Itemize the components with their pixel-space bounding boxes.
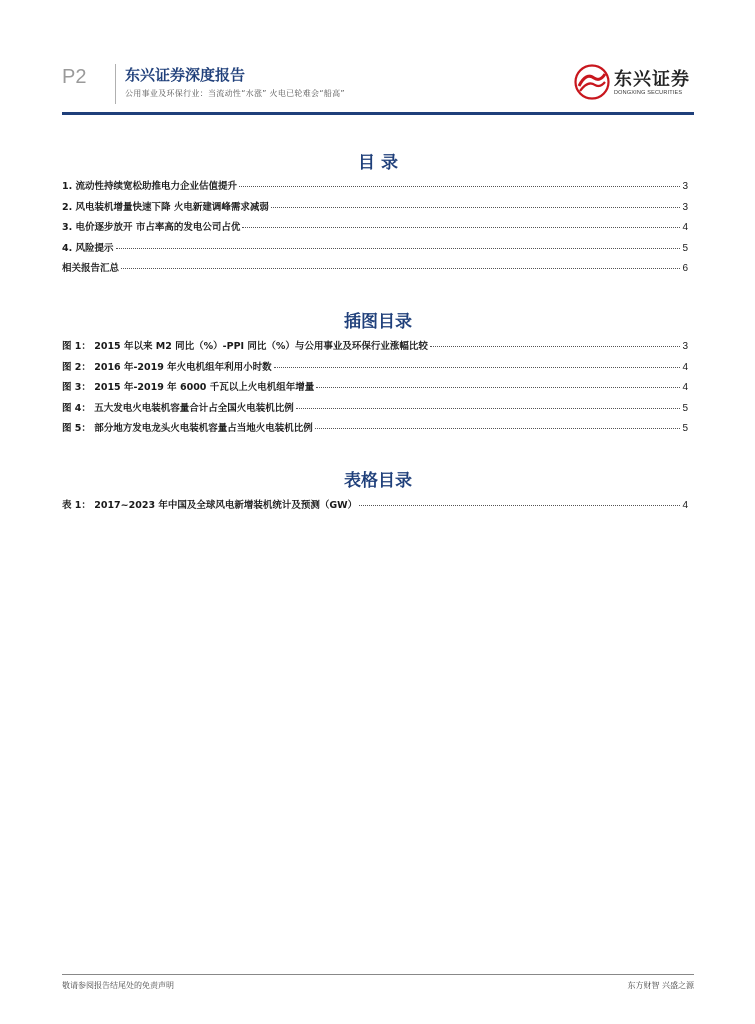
figures-list bbox=[62, 338, 688, 441]
toc-entry-page: 3 bbox=[682, 201, 688, 213]
dot-leader bbox=[274, 367, 681, 368]
toc-entry-label: 2. 风电装机增量快速下降 火电新建调峰需求减弱 bbox=[62, 201, 269, 213]
toc-entry-label: 相关报告汇总 bbox=[62, 263, 120, 274]
toc-entry-page: 3 bbox=[682, 181, 688, 192]
report-title: 东兴证券深度报告 bbox=[125, 66, 246, 84]
dot-leader bbox=[359, 505, 680, 506]
toc-list bbox=[62, 178, 688, 281]
toc-entry-page: 6 bbox=[682, 263, 688, 274]
logo-mark-icon bbox=[574, 64, 610, 100]
figure-entry-label: 图 1： 2015 年以来 M2 同比（%）-PPI 同比（%）与公用事业及环保行业涨幅比较 bbox=[62, 341, 428, 352]
figure-entry-page: 4 bbox=[682, 361, 688, 373]
report-subtitle: 公用事业及环保行业：当流动性“水涨” 火电已轮难会“船高” bbox=[125, 89, 345, 98]
figure-entry[interactable] bbox=[62, 338, 688, 359]
figure-entry-label: 图 5： 部分地方发电龙头火电装机容量占当地火电装机比例 bbox=[62, 423, 313, 434]
table-entry-page: 4 bbox=[682, 500, 688, 511]
header-divider bbox=[115, 64, 116, 104]
toc-entry[interactable] bbox=[62, 178, 688, 199]
toc-entry-label: 3. 电价逐步放开 市占率高的发电公司占优 bbox=[62, 222, 241, 233]
figure-entry-label: 图 3： 2015 年-2019 年 6000 千瓦以上火电机组年增量 bbox=[62, 382, 315, 393]
table-entry-label: 表 1： 2017~2023 年中国及全球风电新增装机统计及预测（GW） bbox=[62, 500, 358, 511]
toc-entry[interactable] bbox=[62, 260, 688, 281]
dot-leader bbox=[296, 408, 681, 409]
tables-list bbox=[62, 497, 688, 518]
header-rule bbox=[62, 112, 694, 115]
toc-title: 目 录 bbox=[358, 153, 398, 173]
toc-entry[interactable] bbox=[62, 219, 688, 240]
footer-rule bbox=[62, 974, 694, 975]
footer-slogan: 东方财智 兴盛之源 bbox=[627, 981, 694, 990]
figures-title: 插图目录 bbox=[344, 312, 412, 332]
toc-entry[interactable] bbox=[62, 240, 688, 261]
tables-title: 表格目录 bbox=[344, 471, 412, 491]
dot-leader bbox=[116, 248, 681, 249]
figure-entry-page: 5 bbox=[682, 402, 688, 414]
dot-leader bbox=[242, 227, 680, 228]
logo-text-en: DONGXING SECURITIES bbox=[614, 90, 683, 96]
toc-entry[interactable] bbox=[62, 199, 688, 220]
figure-entry-label: 图 2： 2016 年-2019 年火电机组年利用小时数 bbox=[62, 361, 272, 373]
toc-entry-page: 5 bbox=[682, 242, 688, 254]
figure-entry-page: 5 bbox=[682, 423, 688, 434]
dot-leader bbox=[271, 207, 681, 208]
toc-entry-page: 4 bbox=[682, 222, 688, 233]
page-number: P2 bbox=[62, 66, 87, 88]
logo-text-cn: 东兴证券 bbox=[614, 69, 690, 90]
figure-entry[interactable] bbox=[62, 400, 688, 421]
figure-entry-page: 3 bbox=[682, 341, 688, 352]
table-entry[interactable] bbox=[62, 497, 688, 518]
dot-leader bbox=[316, 387, 680, 388]
figure-entry[interactable] bbox=[62, 359, 688, 380]
figure-entry[interactable] bbox=[62, 420, 688, 441]
toc-entry-label: 1. 流动性持续宽松助推电力企业估值提升 bbox=[62, 181, 238, 192]
toc-entry-label: 4. 风险提示 bbox=[62, 242, 114, 254]
dot-leader bbox=[239, 186, 680, 187]
company-logo bbox=[574, 64, 694, 102]
dot-leader bbox=[121, 268, 680, 269]
dot-leader bbox=[430, 346, 681, 347]
figure-entry-label: 图 4： 五大发电火电装机容量合计占全国火电装机比例 bbox=[62, 402, 294, 414]
figure-entry-page: 4 bbox=[682, 382, 688, 393]
footer-disclaimer: 敬请参阅报告结尾处的免责声明 bbox=[62, 981, 174, 990]
dot-leader bbox=[315, 428, 681, 429]
figure-entry[interactable] bbox=[62, 379, 688, 400]
